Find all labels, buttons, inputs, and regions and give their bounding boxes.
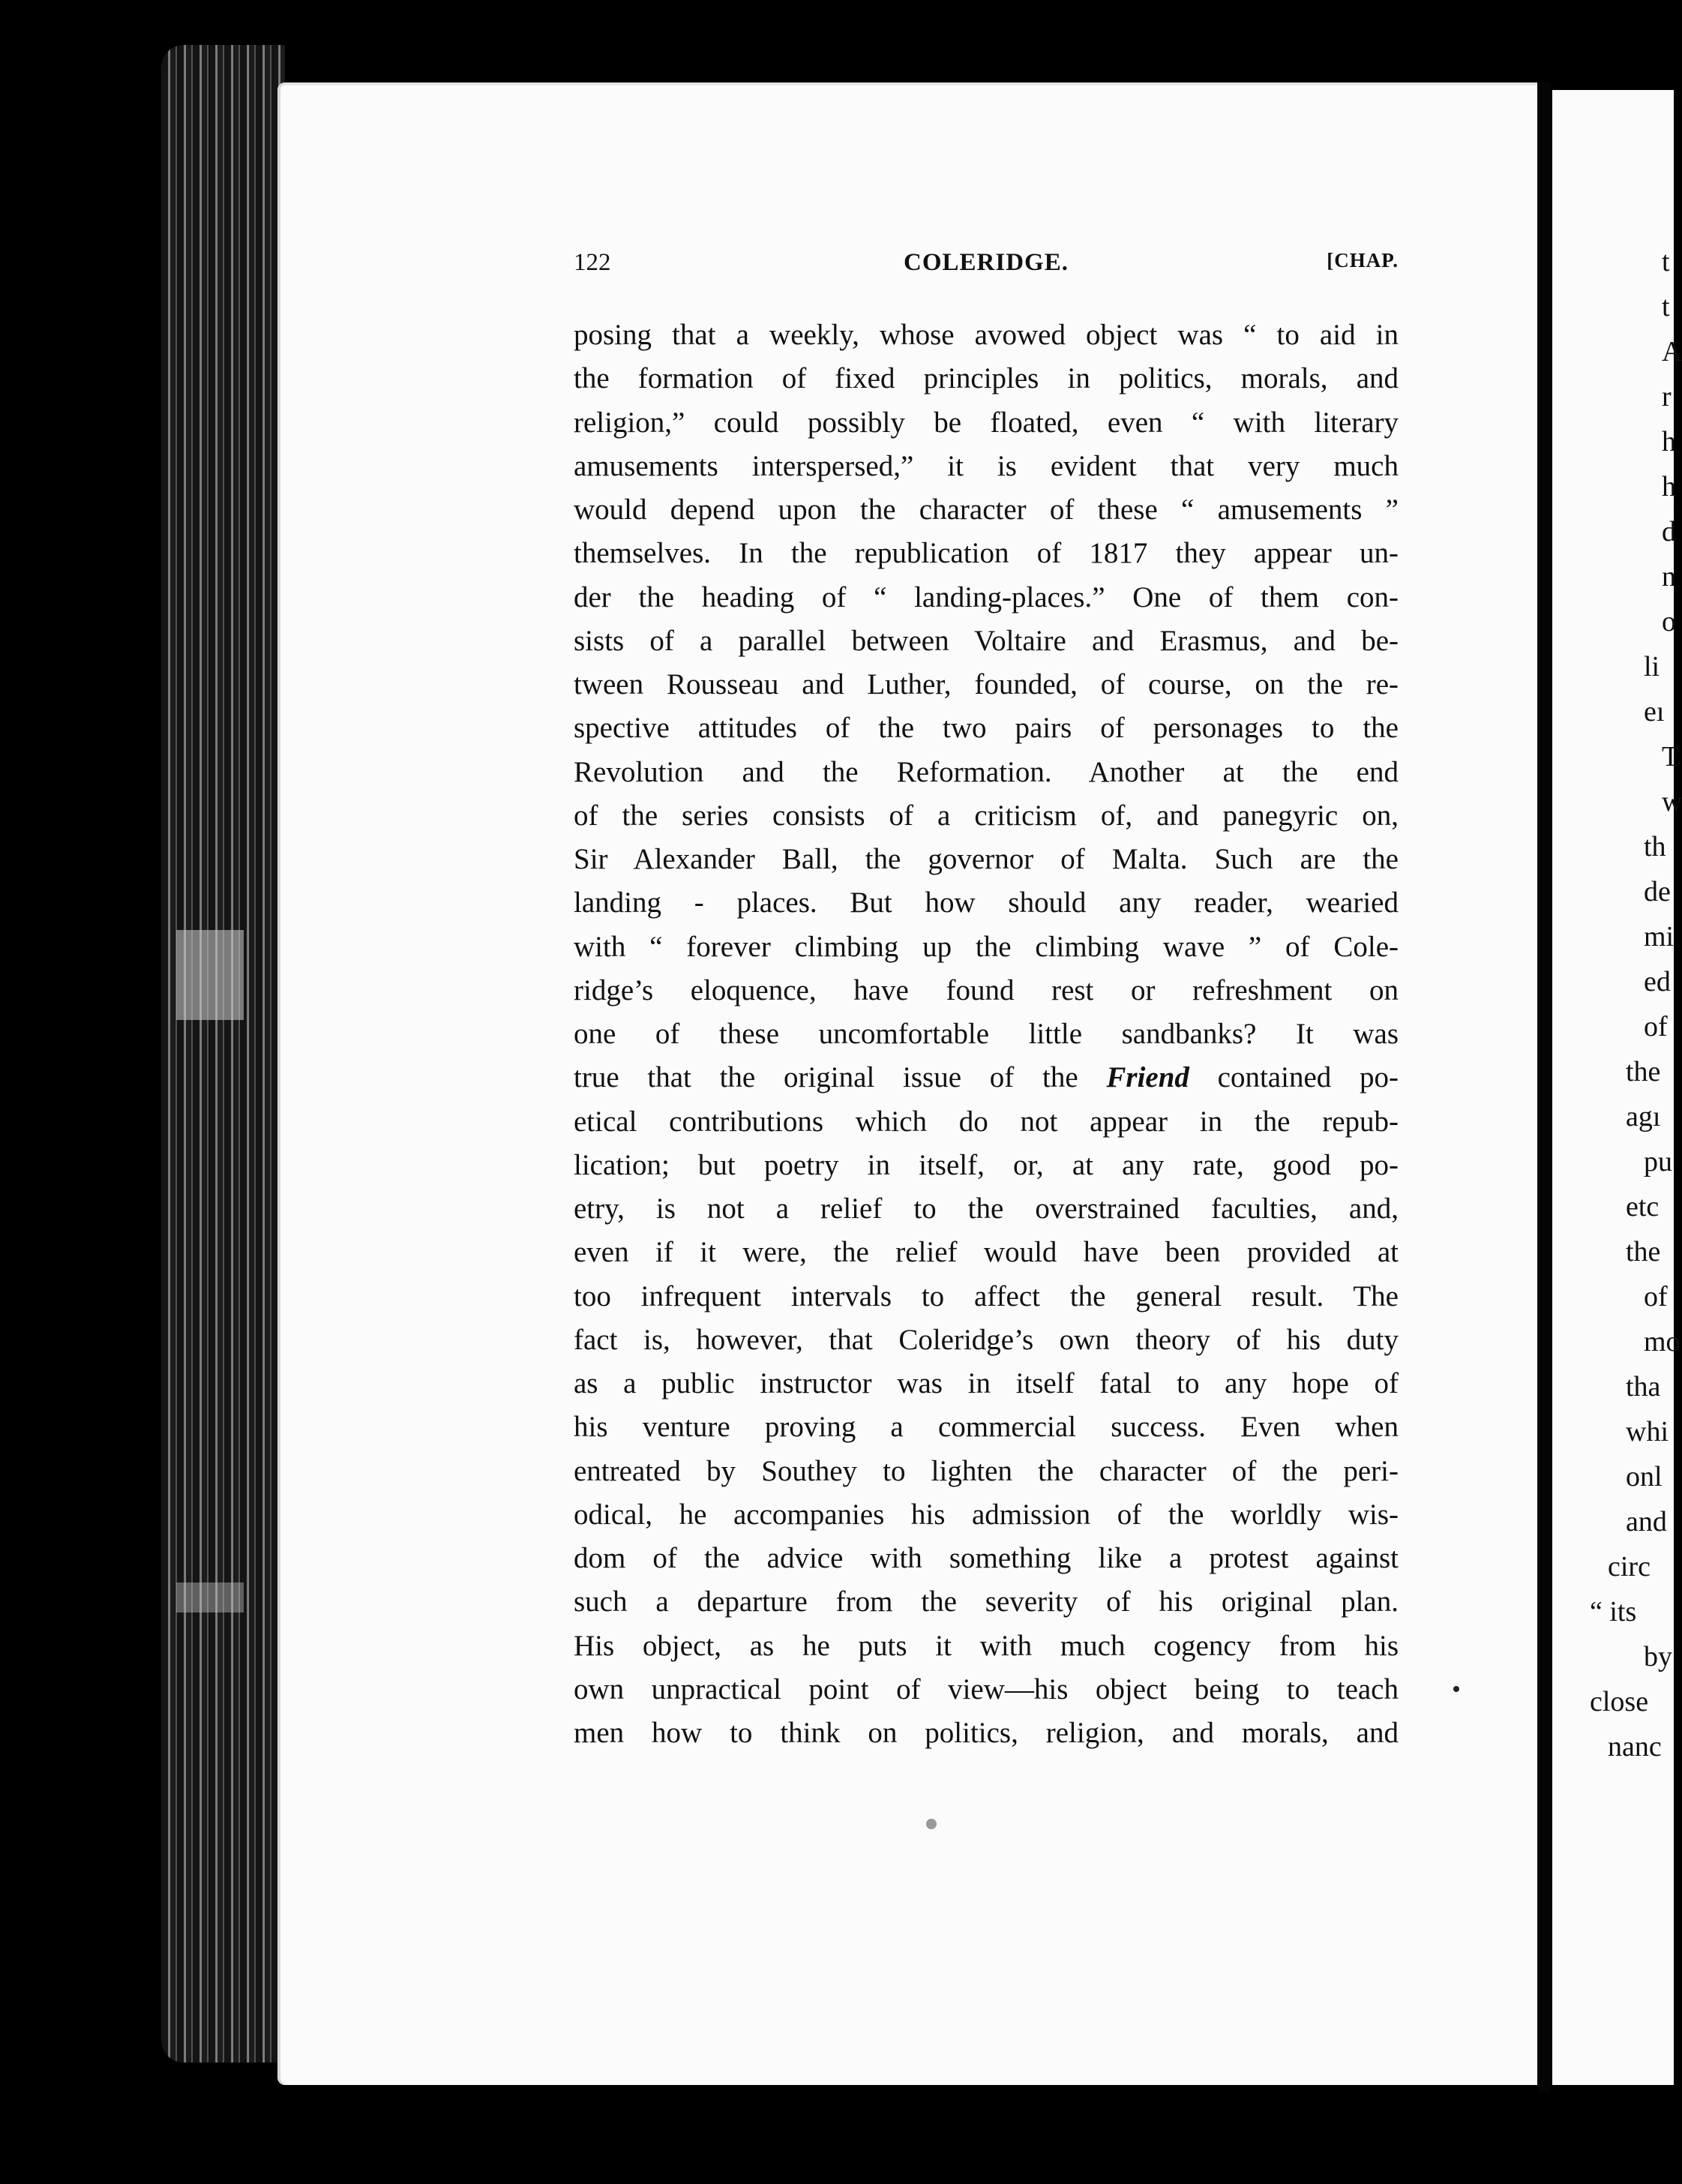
- text-line: amusements interspersed,” it is evident that very much: [574, 449, 1399, 482]
- page-crease: [176, 1582, 244, 1612]
- facing-page-fragment: nanc: [1608, 1731, 1662, 1762]
- page-crease: [176, 930, 244, 1020]
- body-text: [574, 314, 1399, 1755]
- running-head: [574, 249, 1399, 286]
- facing-page-fragment: de: [1644, 876, 1671, 908]
- text-line: fact is, however, that Coleridge’s own theory of his duty: [574, 1323, 1399, 1356]
- facing-page-fragment: t: [1662, 291, 1670, 322]
- text-line: religion,” could possibly be floated, even “ with literary: [574, 406, 1399, 439]
- facing-page-fragment: etc: [1626, 1191, 1660, 1222]
- text-line: too infrequent intervals to affect the general result. The: [574, 1280, 1399, 1312]
- facing-page-fragment: r: [1662, 381, 1672, 412]
- text-line: would depend upon the character of these “ amusements ”: [574, 494, 1399, 526]
- facing-page-fragment: w: [1662, 786, 1682, 818]
- text-line: with “ forever climbing up the climbing wave ” of Cole-: [574, 930, 1399, 963]
- facing-page-fragment: of: [1644, 1281, 1668, 1312]
- text-line: lication; but poetry in itself, or, at any rate, good po-: [574, 1148, 1399, 1181]
- facing-page-fragment: circ: [1608, 1551, 1651, 1582]
- facing-page-fragment: onl: [1626, 1461, 1663, 1492]
- facing-page-fragment: mo: [1644, 1326, 1681, 1358]
- text-line: themselves. In the republication of 1817 they appear un-: [574, 537, 1399, 570]
- text-line: such a departure from the severity of his original plan.: [574, 1586, 1399, 1618]
- text-line: even if it were, the relief would have been provided at: [574, 1236, 1399, 1269]
- text-line: spective attitudes of the two pairs of personages to the: [574, 712, 1399, 745]
- text-line: Sir Alexander Ball, the governor of Malta. Such are the: [574, 843, 1399, 875]
- running-title: COLERIDGE.: [904, 249, 1069, 276]
- facing-page-fragment: th: [1644, 831, 1666, 862]
- text-line: entreated by Southey to lighten the character of the peri-: [574, 1454, 1399, 1487]
- text-line: his venture proving a commercial success. Even when: [574, 1411, 1399, 1444]
- text-line: as a public instructor was in itself fatal to any hope of: [574, 1367, 1399, 1400]
- text-line: tween Rousseau and Luther, founded, of course, on the re-: [574, 668, 1399, 700]
- facing-page-fragment: d: [1662, 516, 1676, 548]
- facing-page-fragment: agı: [1626, 1101, 1661, 1132]
- text-line: posing that a weekly, whose avowed object was “ to aid in: [574, 319, 1399, 351]
- text-line: sists of a parallel between Voltaire and Erasmus, and be-: [574, 624, 1399, 657]
- text-line: dom of the advice with something like a protest against: [574, 1542, 1399, 1574]
- text-line: the formation of fixed principles in politics, morals, and: [574, 362, 1399, 395]
- facing-page-fragment: eı: [1644, 696, 1665, 728]
- text-line: Revolution and the Reformation. Another at the end: [574, 755, 1399, 788]
- facing-page-fragment: T: [1662, 741, 1680, 772]
- text-line: etical contributions which do not appear in the repub-: [574, 1105, 1399, 1138]
- facing-page-fragment: n: [1662, 561, 1676, 592]
- text-line: one of these uncomfortable little sandbanks? It was: [574, 1018, 1399, 1050]
- facing-page-fragment: of: [1644, 1011, 1668, 1042]
- page-edge-stack: [161, 45, 285, 2062]
- text-line: ridge’s eloquence, have found rest or refreshment on: [574, 974, 1399, 1006]
- facing-page-fragment: whi: [1626, 1416, 1669, 1448]
- facing-page-fragment: A: [1662, 336, 1682, 368]
- text-line: of the series consists of a criticism of, and panegyric on,: [574, 799, 1399, 832]
- facing-page-fragment: t: [1662, 246, 1670, 278]
- ink-speck: [926, 1819, 937, 1829]
- facing-page-fragment: the: [1626, 1056, 1661, 1088]
- book-gutter: [1537, 82, 1551, 2092]
- facing-page-fragment: by: [1644, 1641, 1672, 1672]
- text-line: odical, he accompanies his admission of the worldly wis-: [574, 1498, 1399, 1531]
- text-line: etry, is not a relief to the overstrained faculties, and,: [574, 1192, 1399, 1225]
- facing-page-fragment: “ its: [1590, 1596, 1637, 1628]
- facing-page-fragment: o: [1662, 606, 1676, 638]
- facing-page-fragment: tha: [1626, 1371, 1661, 1402]
- facing-page-fragment: pu: [1644, 1146, 1672, 1178]
- facing-page-fragment: and: [1626, 1506, 1667, 1538]
- chapter-mark: [CHAP.: [1327, 249, 1399, 272]
- facing-page-fragment: h: [1662, 426, 1676, 458]
- facing-page: [1552, 90, 1682, 2085]
- text-line: landing - places. But how should any reader, wearied: [574, 886, 1399, 920]
- page-number: 122: [574, 249, 611, 276]
- ink-speck: [1453, 1686, 1459, 1692]
- facing-page-fragment: mi: [1644, 921, 1675, 952]
- text-line: true that the original issue of the Friend contained po-: [574, 1061, 1399, 1094]
- text-line: men how to think on politics, religion, and morals, and: [574, 1717, 1399, 1749]
- text-line: der the heading of “ landing-places.” One of them con-: [574, 580, 1399, 614]
- facing-page-fragment: close: [1590, 1686, 1649, 1718]
- facing-page-fragment: h: [1662, 471, 1676, 502]
- facing-page-fragment: li: [1644, 651, 1660, 682]
- text-line: His object, as he puts it with much cogency from his: [574, 1629, 1399, 1662]
- facing-page-fragment: ed: [1644, 966, 1671, 998]
- text-line: own unpractical point of view—his object being to teach: [574, 1672, 1399, 1706]
- facing-page-fragment: the: [1626, 1236, 1661, 1268]
